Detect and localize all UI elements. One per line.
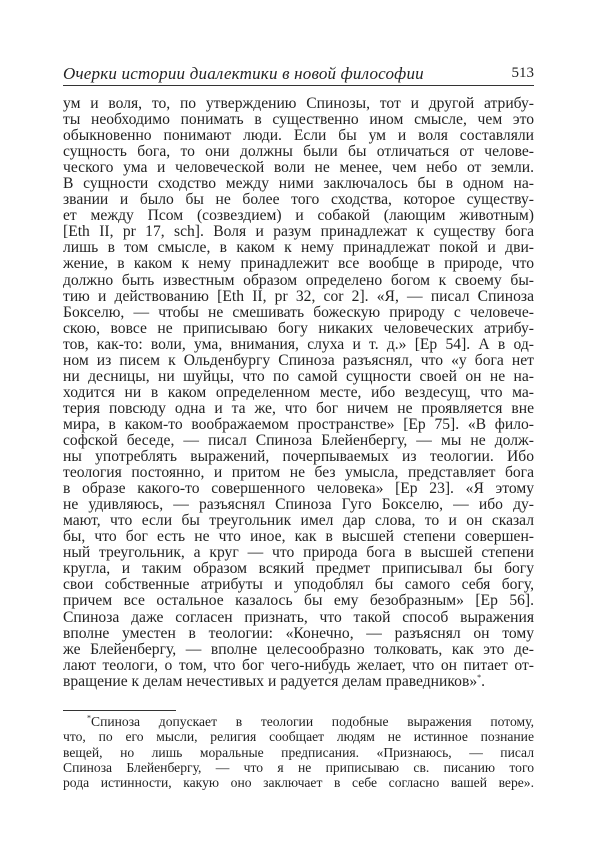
text-line: ный треугольник, а круг — что природа бога в высшей степени: [63, 544, 534, 562]
text-line: Бокселю, — чтобы не смешивать божескую природу с человече-: [63, 303, 534, 321]
text-line: в образе какого-то совершенного человека» [Ep 23]. «Я этому: [63, 480, 534, 498]
footnote-line: *Спиноза допускает в теологии подобные выражения потому,: [87, 713, 534, 729]
text-line: не удивляюсь, — разъяснял Спиноза Гуго Бокселю, — ибо ду-: [63, 496, 534, 514]
text-line: мира, в каком-то воображаемом пространстве» [Ep 75]. «В фило-: [63, 415, 534, 433]
body-text: [63, 96, 534, 690]
text-line: ни десницы, ни шуйцы, что по самой сущности своей он не на-: [63, 367, 534, 385]
footnote-marker: *: [87, 713, 91, 723]
text-line: тию и действованию [Eth II, pr 32, cor 2]. «Я, — писал Спиноза: [63, 287, 534, 305]
footnote-line: что, по его мысли, религия сообщает людям не истинное познание: [63, 729, 534, 745]
text-line: софской беседе, — писал Спиноза Блейенбергу, — мы не долж-: [63, 431, 534, 449]
text-line: жение, в каком к нему принадлежит все вообще в природе, что: [63, 255, 534, 273]
text-line: В сущности сходство между ними заключалось бы в одном на-: [63, 175, 534, 193]
period: .: [481, 672, 486, 690]
text-line: скою, вовсе не приписываю богу никаких человеческих атрибу-: [63, 319, 534, 337]
page-number: 513: [511, 65, 534, 81]
text-line: ческого ума и человеческой воли не менее, чем небо от земли.: [63, 159, 534, 177]
text-line: ходится ни в каком определенном месте, ибо вездесущ, что ма-: [63, 383, 534, 401]
text-line: бы, что бог есть не что иное, как в высшей степени совершен-: [63, 528, 534, 546]
text-line: сущность бога, то они должны были бы отличаться от челове-: [63, 143, 534, 161]
text-line: [Eth II, pr 17, sch]. Воля и разум принадлежат к существу бога: [63, 223, 534, 241]
text-line: ет между Псом (созвездием) и собакой (лающим животным): [63, 207, 534, 225]
footnote-line: рода истинности, какую оно заключает в себе согласно вашей вере».: [63, 775, 534, 791]
text-line: звании и было бы не более того сходства, которое существу-: [63, 191, 534, 209]
text-line: лают теологи, о том, что бог чего-нибудь желает, что он питает от-: [63, 656, 534, 674]
text-line: кругла, и таким образом всякий предмет приписывал бы богу: [63, 560, 534, 578]
running-header: [63, 63, 534, 86]
text-line: свои собственные атрибуты и уподоблял бы самого себя богу,: [63, 576, 534, 594]
text-line: должно быть известным образом определено богом к своему бы-: [63, 271, 534, 289]
text-line: же Блейенбергу, — вполне целесообразно толковать, как это де-: [63, 640, 534, 658]
text-line: тов, как-то: воли, ума, внимания, слуха и т. д.» [Ep 54]. А в од-: [63, 335, 534, 353]
text-line: ном из писем к Ольденбургу Спиноза разъяснял, что «у бога нет: [63, 351, 534, 369]
text-line: терия повсюду одна и та же, что бог ничем не проявляется вне: [63, 399, 534, 417]
text-line: вполне уместен в теологии: «Конечно, — разъяснял он тому: [63, 624, 534, 642]
footnote-separator: [63, 710, 176, 711]
text-line: теология постоянно, и притом не без умысла, представляет бога: [63, 464, 534, 482]
text-line: мают, что если бы треугольник имел дар слова, то и он сказал: [63, 512, 534, 530]
text-line: обыкновенно понимают люди. Если бы ум и воля составляли: [63, 127, 534, 145]
footnote: [63, 714, 534, 790]
text-line: Спиноза даже согласен признать, что такой способ выражения: [63, 608, 534, 626]
header-title: Очерки истории диалектики в новой философии: [63, 64, 424, 83]
footnote-line: Спиноза Блейенбергу, — что я не приписываю св. писанию того: [63, 759, 534, 775]
text-line: ны употреблять выражений, почерпываемых из теологии. Ибо: [63, 448, 534, 466]
text-line: лишь в том смысле, в каком к нему принадлежат покой и дви-: [63, 239, 534, 257]
text-line: причем все остальное казалось бы ему безобразным» [Ep 56].: [63, 592, 534, 610]
text-line: ум и воля, то, по утверждению Спинозы, тот и другой атрибу-: [63, 95, 534, 112]
footnote-line: вещей, но лишь моральные предписания. «Признаюсь, — писал: [63, 744, 534, 760]
footnote-marker[interactable]: *: [477, 672, 482, 682]
text-line: вращение к делам нечестивых и радуется делам праведников»*.: [63, 672, 486, 690]
text-line: ты необходимо понимать в существенно ином смысле, чем это: [63, 111, 534, 129]
